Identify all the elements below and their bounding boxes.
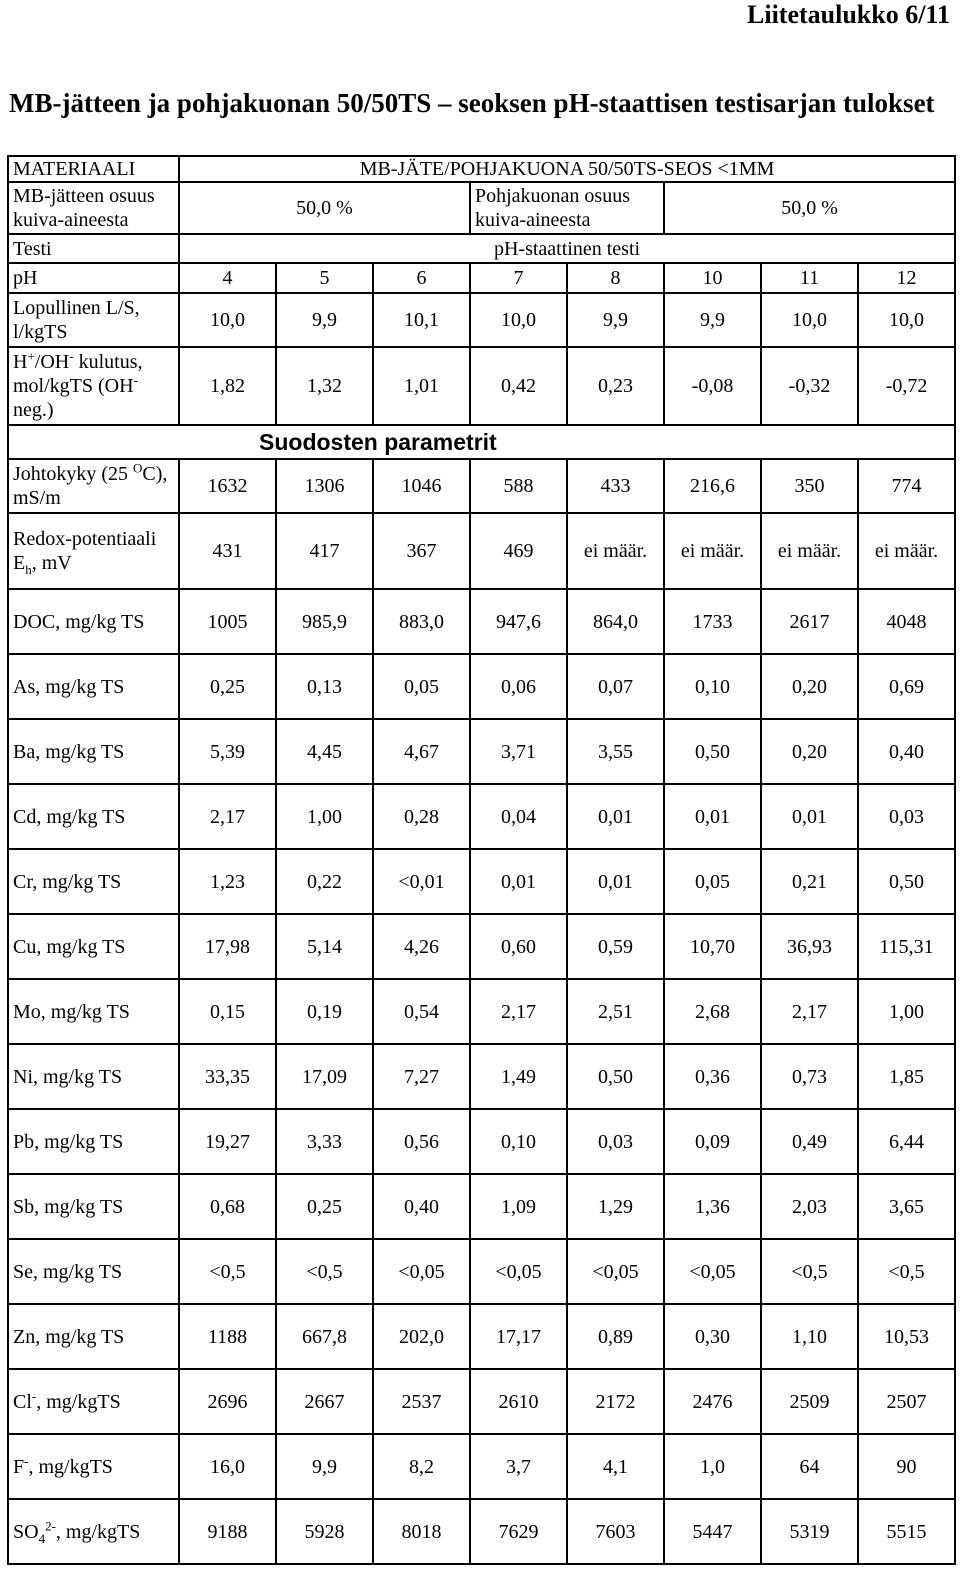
table-cell: 2,17 — [470, 979, 567, 1044]
ph-value: 10 — [664, 263, 761, 293]
table-row — [8, 1174, 955, 1239]
consumption-value: 0,23 — [567, 347, 664, 425]
table-cell: 5928 — [276, 1499, 373, 1564]
table-row — [8, 979, 955, 1044]
table-cell: <0,05 — [373, 1239, 470, 1304]
table-cell: 1,85 — [858, 1044, 955, 1109]
table-row — [8, 1369, 955, 1434]
section-row — [8, 425, 955, 459]
table-cell: 33,35 — [179, 1044, 276, 1109]
table-cell: 947,6 — [470, 589, 567, 654]
table-cell: 1,49 — [470, 1044, 567, 1109]
mb-share-label: MB-jätteen osuus kuiva-aineesta — [8, 182, 179, 234]
section-title: Suodosten parametrit — [179, 425, 955, 459]
test-label: Testi — [8, 234, 179, 263]
consumption-value: -0,08 — [664, 347, 761, 425]
ph-label: pH — [8, 263, 179, 293]
table-cell: 7629 — [470, 1499, 567, 1564]
table-cell: 10,53 — [858, 1304, 955, 1369]
table-cell: 1188 — [179, 1304, 276, 1369]
ph-value: 6 — [373, 263, 470, 293]
table-row — [8, 784, 955, 849]
table-cell: 883,0 — [373, 589, 470, 654]
table-cell: 3,7 — [470, 1434, 567, 1499]
table-row — [8, 1499, 955, 1564]
table-cell: 4048 — [858, 589, 955, 654]
table-cell: 2,17 — [761, 979, 858, 1044]
table-cell: 1,23 — [179, 849, 276, 914]
table-cell: 3,65 — [858, 1174, 955, 1239]
table-cell: <0,5 — [761, 1239, 858, 1304]
conductivity-value: 433 — [567, 459, 664, 513]
table-cell: 0,09 — [664, 1109, 761, 1174]
table-cell: <0,05 — [470, 1239, 567, 1304]
consumption-value: 0,42 — [470, 347, 567, 425]
ls-value: 10,0 — [470, 293, 567, 347]
table-cell: <0,01 — [373, 849, 470, 914]
row-label: Sb, mg/kg TS — [8, 1174, 179, 1239]
table-cell: 19,27 — [179, 1109, 276, 1174]
table-cell: <0,05 — [664, 1239, 761, 1304]
ph-value: 7 — [470, 263, 567, 293]
table-cell: 0,01 — [567, 849, 664, 914]
table-cell: 2537 — [373, 1369, 470, 1434]
table-cell: 0,36 — [664, 1044, 761, 1109]
table-row — [8, 849, 955, 914]
table-row — [8, 1434, 955, 1499]
table-cell: 2509 — [761, 1369, 858, 1434]
table-cell: 4,1 — [567, 1434, 664, 1499]
test-value: pH-staattinen testi — [179, 234, 955, 263]
table-cell: 0,59 — [567, 914, 664, 979]
table-cell: 0,05 — [373, 654, 470, 719]
conductivity-value: 1306 — [276, 459, 373, 513]
table-cell: 3,33 — [276, 1109, 373, 1174]
bottom-ash-share-value: 50,0 % — [664, 182, 955, 234]
table-cell: 2667 — [276, 1369, 373, 1434]
table-cell: 6,44 — [858, 1109, 955, 1174]
table-cell: 0,50 — [567, 1044, 664, 1109]
conductivity-value: 216,6 — [664, 459, 761, 513]
redox-value: 431 — [179, 513, 276, 589]
table-cell: 17,09 — [276, 1044, 373, 1109]
row-label: Ba, mg/kg TS — [8, 719, 179, 784]
table-cell: 1,00 — [858, 979, 955, 1044]
consumption-value: 1,01 — [373, 347, 470, 425]
table-cell: 2,68 — [664, 979, 761, 1044]
redox-value: 367 — [373, 513, 470, 589]
row-label: Mo, mg/kg TS — [8, 979, 179, 1044]
table-cell: 9,9 — [276, 1434, 373, 1499]
table-cell: 0,49 — [761, 1109, 858, 1174]
test-row — [8, 234, 955, 263]
table-cell: 0,13 — [276, 654, 373, 719]
table-cell: 0,01 — [664, 784, 761, 849]
table-row — [8, 1304, 955, 1369]
table-cell: 5319 — [761, 1499, 858, 1564]
conductivity-value: 350 — [761, 459, 858, 513]
table-cell: 5447 — [664, 1499, 761, 1564]
table-cell: 0,10 — [664, 654, 761, 719]
table-cell: 0,15 — [179, 979, 276, 1044]
table-cell: 115,31 — [858, 914, 955, 979]
table-cell: 5,14 — [276, 914, 373, 979]
table-cell: 0,54 — [373, 979, 470, 1044]
material-label: MATERIAALI — [8, 156, 179, 182]
section-spacer — [8, 425, 179, 459]
table-cell: 16,0 — [179, 1434, 276, 1499]
table-cell: 5,39 — [179, 719, 276, 784]
page-label: Liitetaulukko 6/11 — [747, 0, 950, 29]
table-cell: 4,45 — [276, 719, 373, 784]
table-cell: 1,29 — [567, 1174, 664, 1239]
ls-value: 9,9 — [567, 293, 664, 347]
table-cell: 0,19 — [276, 979, 373, 1044]
table-cell: 1733 — [664, 589, 761, 654]
table-cell: 2476 — [664, 1369, 761, 1434]
table-cell: 0,25 — [276, 1174, 373, 1239]
ls-row — [8, 293, 955, 347]
table-cell: 0,40 — [858, 719, 955, 784]
table-cell: 0,10 — [470, 1109, 567, 1174]
row-label: Cl-, mg/kgTS — [8, 1369, 179, 1434]
table-cell: 2610 — [470, 1369, 567, 1434]
table-cell: 0,22 — [276, 849, 373, 914]
table-row — [8, 719, 955, 784]
redox-row — [8, 513, 955, 589]
consumption-value: -0,72 — [858, 347, 955, 425]
table-cell: 64 — [761, 1434, 858, 1499]
row-label: Pb, mg/kg TS — [8, 1109, 179, 1174]
consumption-value: 1,32 — [276, 347, 373, 425]
conductivity-label: Johtokyky (25 $^O$C), mS/m — [8, 459, 179, 513]
table-cell: 1,00 — [276, 784, 373, 849]
redox-label: Redox-potentiaali $E_h$, mV — [8, 513, 179, 589]
table-cell: 0,21 — [761, 849, 858, 914]
ph-value: 12 — [858, 263, 955, 293]
row-label: Zn, mg/kg TS — [8, 1304, 179, 1369]
table-cell: 864,0 — [567, 589, 664, 654]
table-row — [8, 654, 955, 719]
row-label: DOC, mg/kg TS — [8, 589, 179, 654]
share-row — [8, 182, 955, 234]
table-cell: 1,0 — [664, 1434, 761, 1499]
table-cell: 3,71 — [470, 719, 567, 784]
ph-value: 5 — [276, 263, 373, 293]
row-label: Cu, mg/kg TS — [8, 914, 179, 979]
table-cell: 4,67 — [373, 719, 470, 784]
table-cell: 202,0 — [373, 1304, 470, 1369]
ls-value: 10,0 — [858, 293, 955, 347]
table-cell: 1005 — [179, 589, 276, 654]
row-label: $SO_4^{2-}$, mg/kgTS — [8, 1499, 179, 1564]
table-cell: 8,2 — [373, 1434, 470, 1499]
row-label: Cr, mg/kg TS — [8, 849, 179, 914]
table-cell: 17,17 — [470, 1304, 567, 1369]
results-table — [7, 155, 956, 1565]
ls-value: 9,9 — [276, 293, 373, 347]
table-cell: 0,89 — [567, 1304, 664, 1369]
table-cell: 0,50 — [664, 719, 761, 784]
table-cell: 0,68 — [179, 1174, 276, 1239]
table-cell: 2,51 — [567, 979, 664, 1044]
table-cell: <0,05 — [567, 1239, 664, 1304]
table-cell: 0,03 — [858, 784, 955, 849]
table-cell: 5515 — [858, 1499, 955, 1564]
consumption-label: H+/OH- kulutus, mol/kgTS (OH- neg.) — [8, 347, 179, 425]
table-cell: 1,10 — [761, 1304, 858, 1369]
table-cell: 0,25 — [179, 654, 276, 719]
table-row — [8, 589, 955, 654]
ph-value: 4 — [179, 263, 276, 293]
table-cell: 0,69 — [858, 654, 955, 719]
table-cell: 3,55 — [567, 719, 664, 784]
table-cell: 2507 — [858, 1369, 955, 1434]
table-cell: 0,30 — [664, 1304, 761, 1369]
table-cell: 985,9 — [276, 589, 373, 654]
table-cell: 0,01 — [761, 784, 858, 849]
table-cell: 0,40 — [373, 1174, 470, 1239]
row-label: Ni, mg/kg TS — [8, 1044, 179, 1109]
table-cell: 1,09 — [470, 1174, 567, 1239]
conductivity-value: 588 — [470, 459, 567, 513]
table-cell: <0,5 — [276, 1239, 373, 1304]
table-cell: 0,07 — [567, 654, 664, 719]
table-cell: 90 — [858, 1434, 955, 1499]
ls-label: Lopullinen L/S, l/kgTS — [8, 293, 179, 347]
table-cell: 8018 — [373, 1499, 470, 1564]
redox-value: ei määr. — [761, 513, 858, 589]
table-cell: 0,01 — [567, 784, 664, 849]
conductivity-row — [8, 459, 955, 513]
table-cell: 0,56 — [373, 1109, 470, 1174]
row-label: Se, mg/kg TS — [8, 1239, 179, 1304]
row-label: F-, mg/kgTS — [8, 1434, 179, 1499]
table-cell: 0,50 — [858, 849, 955, 914]
ph-value: 11 — [761, 263, 858, 293]
table-cell: 0,03 — [567, 1109, 664, 1174]
material-row — [8, 156, 955, 182]
ls-value: 10,1 — [373, 293, 470, 347]
row-label: As, mg/kg TS — [8, 654, 179, 719]
table-cell: 2,17 — [179, 784, 276, 849]
table-cell: 36,93 — [761, 914, 858, 979]
table-cell: 0,01 — [470, 849, 567, 914]
mb-share-value: 50,0 % — [179, 182, 470, 234]
table-cell: 2172 — [567, 1369, 664, 1434]
conductivity-value: 774 — [858, 459, 955, 513]
conductivity-value: 1046 — [373, 459, 470, 513]
ls-value: 10,0 — [179, 293, 276, 347]
ph-row — [8, 263, 955, 293]
redox-value: 469 — [470, 513, 567, 589]
redox-value: ei määr. — [858, 513, 955, 589]
consumption-value: 1,82 — [179, 347, 276, 425]
table-cell: 2,03 — [761, 1174, 858, 1239]
table-cell: 0,20 — [761, 719, 858, 784]
table-cell: 0,05 — [664, 849, 761, 914]
table-row — [8, 914, 955, 979]
consumption-row — [8, 347, 955, 425]
table-cell: 4,26 — [373, 914, 470, 979]
table-cell: 7603 — [567, 1499, 664, 1564]
table-cell: 2617 — [761, 589, 858, 654]
table-cell: <0,5 — [179, 1239, 276, 1304]
table-cell: 1,36 — [664, 1174, 761, 1239]
table-cell: 2696 — [179, 1369, 276, 1434]
table-cell: 0,20 — [761, 654, 858, 719]
table-cell: 7,27 — [373, 1044, 470, 1109]
ls-value: 10,0 — [761, 293, 858, 347]
ls-value: 9,9 — [664, 293, 761, 347]
redox-value: 417 — [276, 513, 373, 589]
table-cell: 17,98 — [179, 914, 276, 979]
bottom-ash-share-label: Pohjakuonan osuus kuiva-aineesta — [470, 182, 664, 234]
table-row — [8, 1109, 955, 1174]
table-row — [8, 1239, 955, 1304]
conductivity-value: 1632 — [179, 459, 276, 513]
table-cell: <0,5 — [858, 1239, 955, 1304]
ph-value: 8 — [567, 263, 664, 293]
redox-value: ei määr. — [664, 513, 761, 589]
row-label: Cd, mg/kg TS — [8, 784, 179, 849]
redox-value: ei määr. — [567, 513, 664, 589]
table-cell: 0,73 — [761, 1044, 858, 1109]
table-cell: 667,8 — [276, 1304, 373, 1369]
table-cell: 10,70 — [664, 914, 761, 979]
table-cell: 0,60 — [470, 914, 567, 979]
table-row — [8, 1044, 955, 1109]
page-title: MB-jätteen ja pohjakuonan 50/50TS – seoksen pH-staattisen testisarjan tulokset — [9, 88, 935, 118]
table-cell: 0,06 — [470, 654, 567, 719]
table-cell: 9188 — [179, 1499, 276, 1564]
table-cell: 0,04 — [470, 784, 567, 849]
consumption-value: -0,32 — [761, 347, 858, 425]
table-cell: 0,28 — [373, 784, 470, 849]
material-value: MB-JÄTE/POHJAKUONA 50/50TS-SEOS <1MM — [179, 156, 955, 182]
